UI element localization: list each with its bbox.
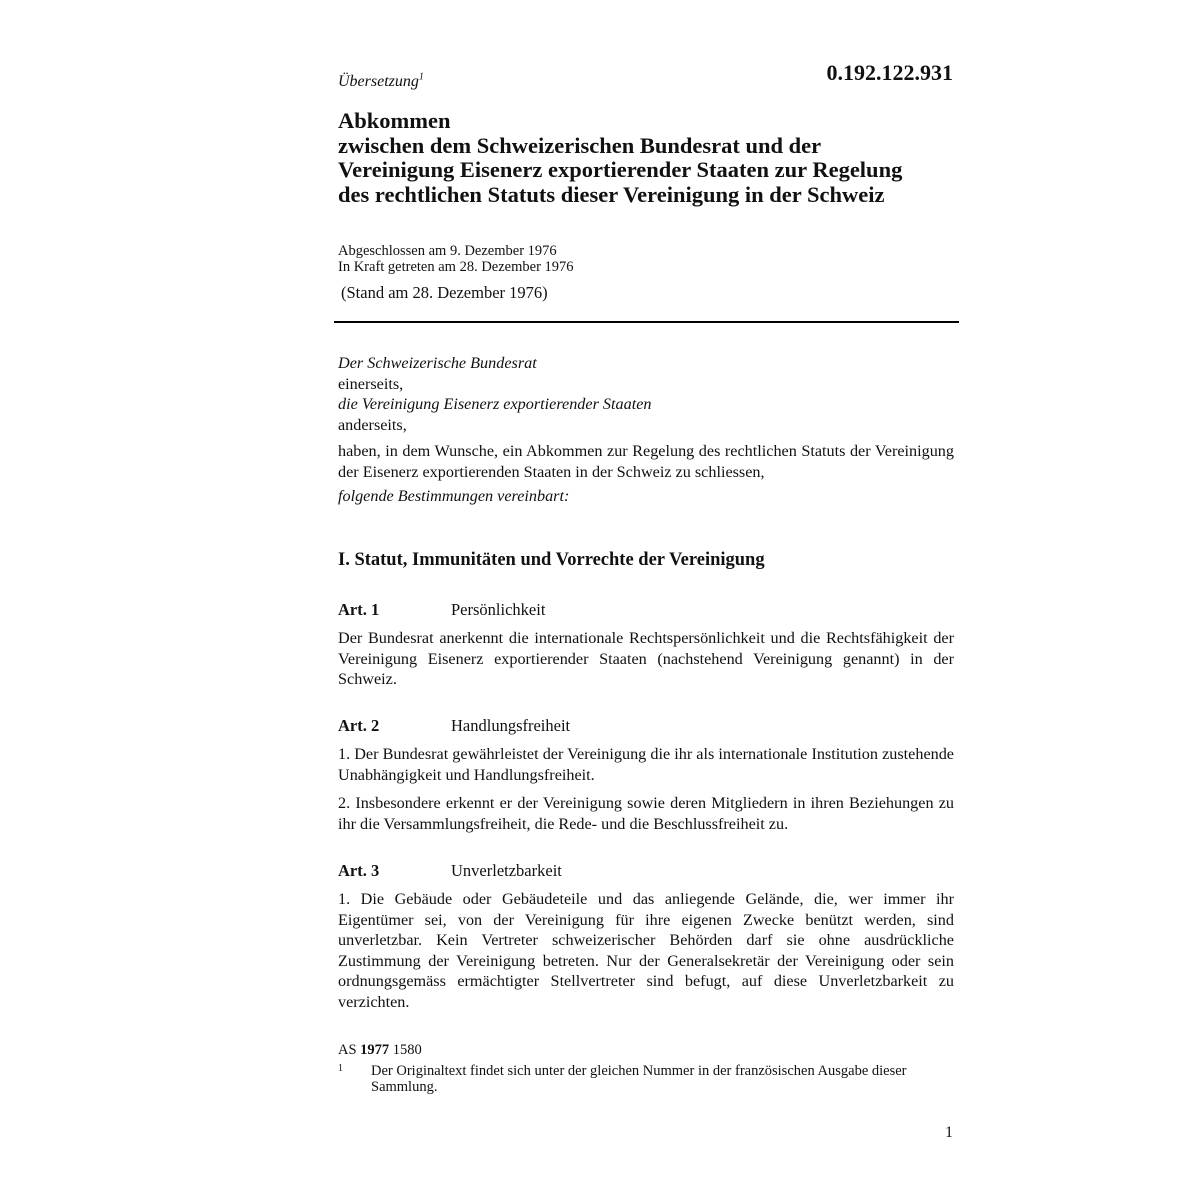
section-heading: I. Statut, Immunitäten und Vorrechte der Vereinigung [338, 550, 765, 570]
article-heading [338, 861, 562, 881]
article-paragraph: 2. Insbesondere erkennt er der Vereinigung sowie deren Mitgliedern in ihren Beziehungen zu ihr die Versammlungsfreiheit, die Rede- und die Beschlussfreiheit zu. [338, 794, 954, 833]
official-collection-reference: AS 1977 1580 [338, 1042, 422, 1058]
article-title: Unverletzbarkeit [451, 861, 562, 880]
preamble-parties [338, 353, 651, 435]
article-heading [338, 716, 570, 736]
concluded-date: Abgeschlossen am 9. Dezember 1976 [338, 243, 557, 259]
in-force-date: In Kraft getreten am 28. Dezember 1976 [338, 259, 574, 275]
header-divider [334, 321, 959, 323]
translation-label: Übersetzung$^1$ [338, 71, 424, 90]
article-title: Handlungsfreiheit [451, 716, 571, 735]
party-one: Der Schweizerische Bundesrat [338, 354, 537, 372]
article-number: Art. 3 [338, 861, 380, 880]
sr-number: 0.192.122.931 [826, 60, 953, 85]
footnote-text: Der Originaltext findet sich unter der gleichen Nummer in der französischen Ausgabe dieser Sammlung. [371, 1063, 907, 1095]
title-line: des rechtlichen Statuts dieser Vereinigung in der Schweiz [338, 181, 885, 207]
document-page [338, 0, 958, 1200]
party-two-suffix: anderseits, [338, 415, 407, 434]
footnote [338, 1063, 938, 1095]
footnote-mark: 1 [338, 1063, 343, 1074]
title-line: zwischen dem Schweizerischen Bundesrat und der [338, 132, 822, 158]
article-paragraph: 1. Der Bundesrat gewährleistet der Vereinigung die ihr als internationale Institution zustehende Unabhängigkeit und Handlungsfreiheit. [338, 745, 954, 784]
title-line: Abkommen [338, 108, 451, 133]
article-paragraph: 1. Die Gebäude oder Gebäudeteile und das anliegende Gelände, die, wer immer ihr Eigentümer sei, von der Vereinigung für ihre eigenen Zwecke benützt werden, sind unverletzbar. Kein Vertreter schweizerischer Behörden darf sie ohne ausdrückliche Zustimmung der Vereinigung betreten. Nur der Generalsekretär der Vereinigung oder sein ordnungsgemäss ermächtigter Stellvertreter sind befugt, auf diese Unverletzbarkeit zu verzichten. [338, 890, 954, 1011]
article-number: Art. 2 [338, 716, 380, 735]
preamble-agreed: folgende Bestimmungen vereinbart: [338, 487, 570, 505]
footnote-reference[interactable]: 1 [418, 71, 424, 83]
party-one-suffix: einerseits, [338, 374, 404, 393]
article-number: Art. 1 [338, 600, 380, 619]
page-number: 1 [945, 1124, 953, 1141]
preamble-intro: haben, in dem Wunsche, ein Abkommen zur Regelung des rechtlichen Statuts der Vereinigung der Eisenerz exportierenden Staaten in der Schweiz zu schliessen, [338, 442, 954, 481]
party-two: die Vereinigung Eisenerz exportierender Staaten [338, 395, 652, 413]
article-title: Persönlichkeit [451, 600, 546, 619]
status-date: (Stand am 28. Dezember 1976) [341, 283, 548, 302]
article-paragraph: Der Bundesrat anerkennt die internationale Rechtspersönlichkeit und die Rechtsfähigkeit der Vereinigung Eisenerz exportierender Staaten (nachstehend Vereinigung genannt) in der Schweiz. [338, 629, 954, 688]
article-heading [338, 600, 545, 620]
title-line: Vereinigung Eisenerz exportierender Staaten zur Regelung [338, 157, 903, 182]
document-meta [338, 243, 574, 275]
document-title [338, 109, 958, 207]
